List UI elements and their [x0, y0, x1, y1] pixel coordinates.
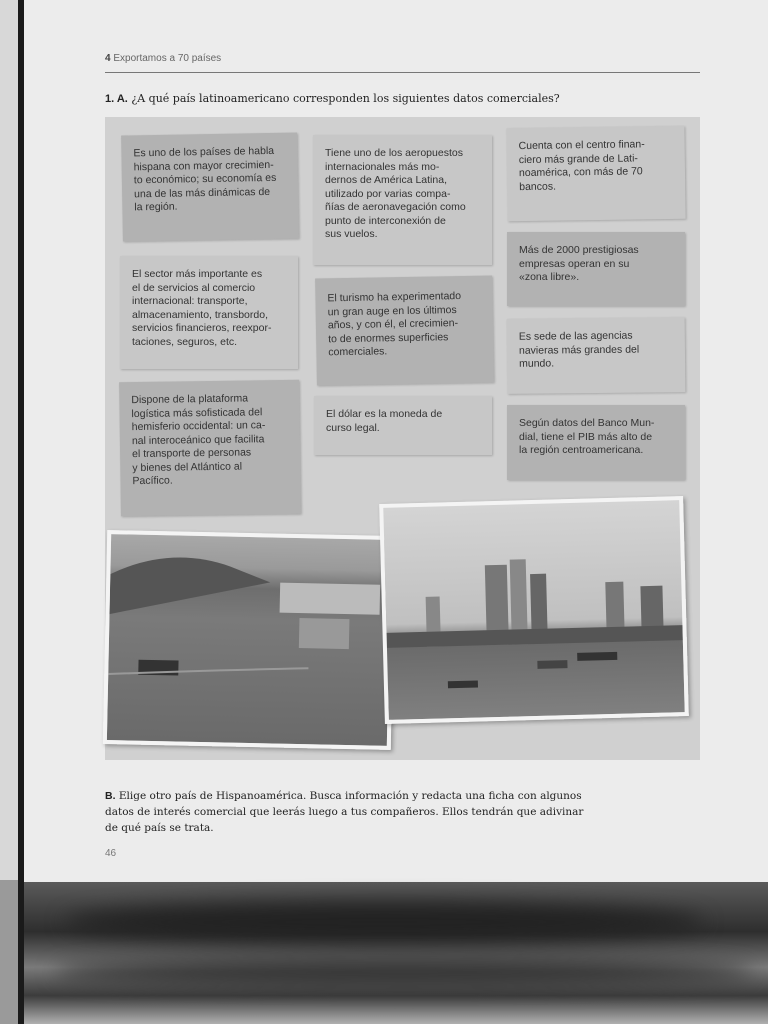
header-divider — [105, 72, 700, 73]
fact-card: Más de 2000 prestigiosas empresas operan en su «zona libre». — [507, 232, 685, 306]
exercise-a-label: 1. A. — [105, 93, 128, 105]
skyline-illustration — [383, 500, 684, 720]
chapter-header — [105, 53, 221, 64]
exercise-b — [105, 788, 595, 836]
fact-card: El dólar es la moneda de curso legal. — [314, 396, 492, 455]
fact-card: Tiene uno de los aeropuestos internacionales más mo- dernos de América Latina, utilizado por varias compa- ñías de aeronavegación como punto de interconexión de sus vuelos. — [313, 135, 492, 265]
fact-card: Es sede de las agencias navieras más grandes del mundo. — [507, 317, 686, 394]
exercise-a-text: ¿A qué país latinoamericano corresponden los siguientes datos comerciales? — [131, 92, 560, 105]
adjacent-page-edge — [0, 0, 18, 880]
fact-card: Dispone de la plataforma logística más sofisticada del hemisferio occidental: un ca- nal interoceánico que facilita el transporte de personas y bienes del Atlántico al Pacífico. — [119, 380, 301, 517]
exercise-b-label: B. — [105, 790, 116, 802]
canal-ships-illustration — [107, 534, 391, 746]
fact-card: Cuenta con el centro finan- ciero más grande de Lati- noamérica, con más de 70 bancos. — [506, 126, 685, 221]
chapter-title: Exportamos a 70 países — [113, 53, 222, 64]
fact-card: Es uno de los países de habla hispana con mayor crecimien- to económico; su economía es una de las más dinámicas de la región. — [121, 132, 299, 241]
fact-card: El sector más importante es el de servicios al comercio internacional: transporte, almacenamiento, transbordo, servicios financieros, reexpor- taciones, seguros, etc. — [120, 256, 298, 369]
fact-card: El turismo ha experimentado un gran auge en los últimos años, y con él, el crecimien- to de enormes superficies comerciales. — [315, 275, 494, 385]
exercise-b-text: Elige otro país de Hispanoamérica. Busca información y redacta una ficha con algunos datos de interés comercial que leerás luego a tus compañeros. Ellos tendrán que adivinar de qué país se trata. — [105, 790, 584, 834]
photo-panama-city-skyline — [379, 496, 689, 724]
scan-shadow — [24, 882, 768, 1024]
chapter-number: 4 — [105, 53, 111, 64]
page-number: 46 — [105, 848, 117, 859]
exercise-a-question — [105, 92, 560, 105]
photo-panama-canal-ships — [103, 530, 395, 750]
fact-card: Según datos del Banco Mun- dial, tiene el PIB más alto de la región centroamericana. — [507, 405, 685, 480]
